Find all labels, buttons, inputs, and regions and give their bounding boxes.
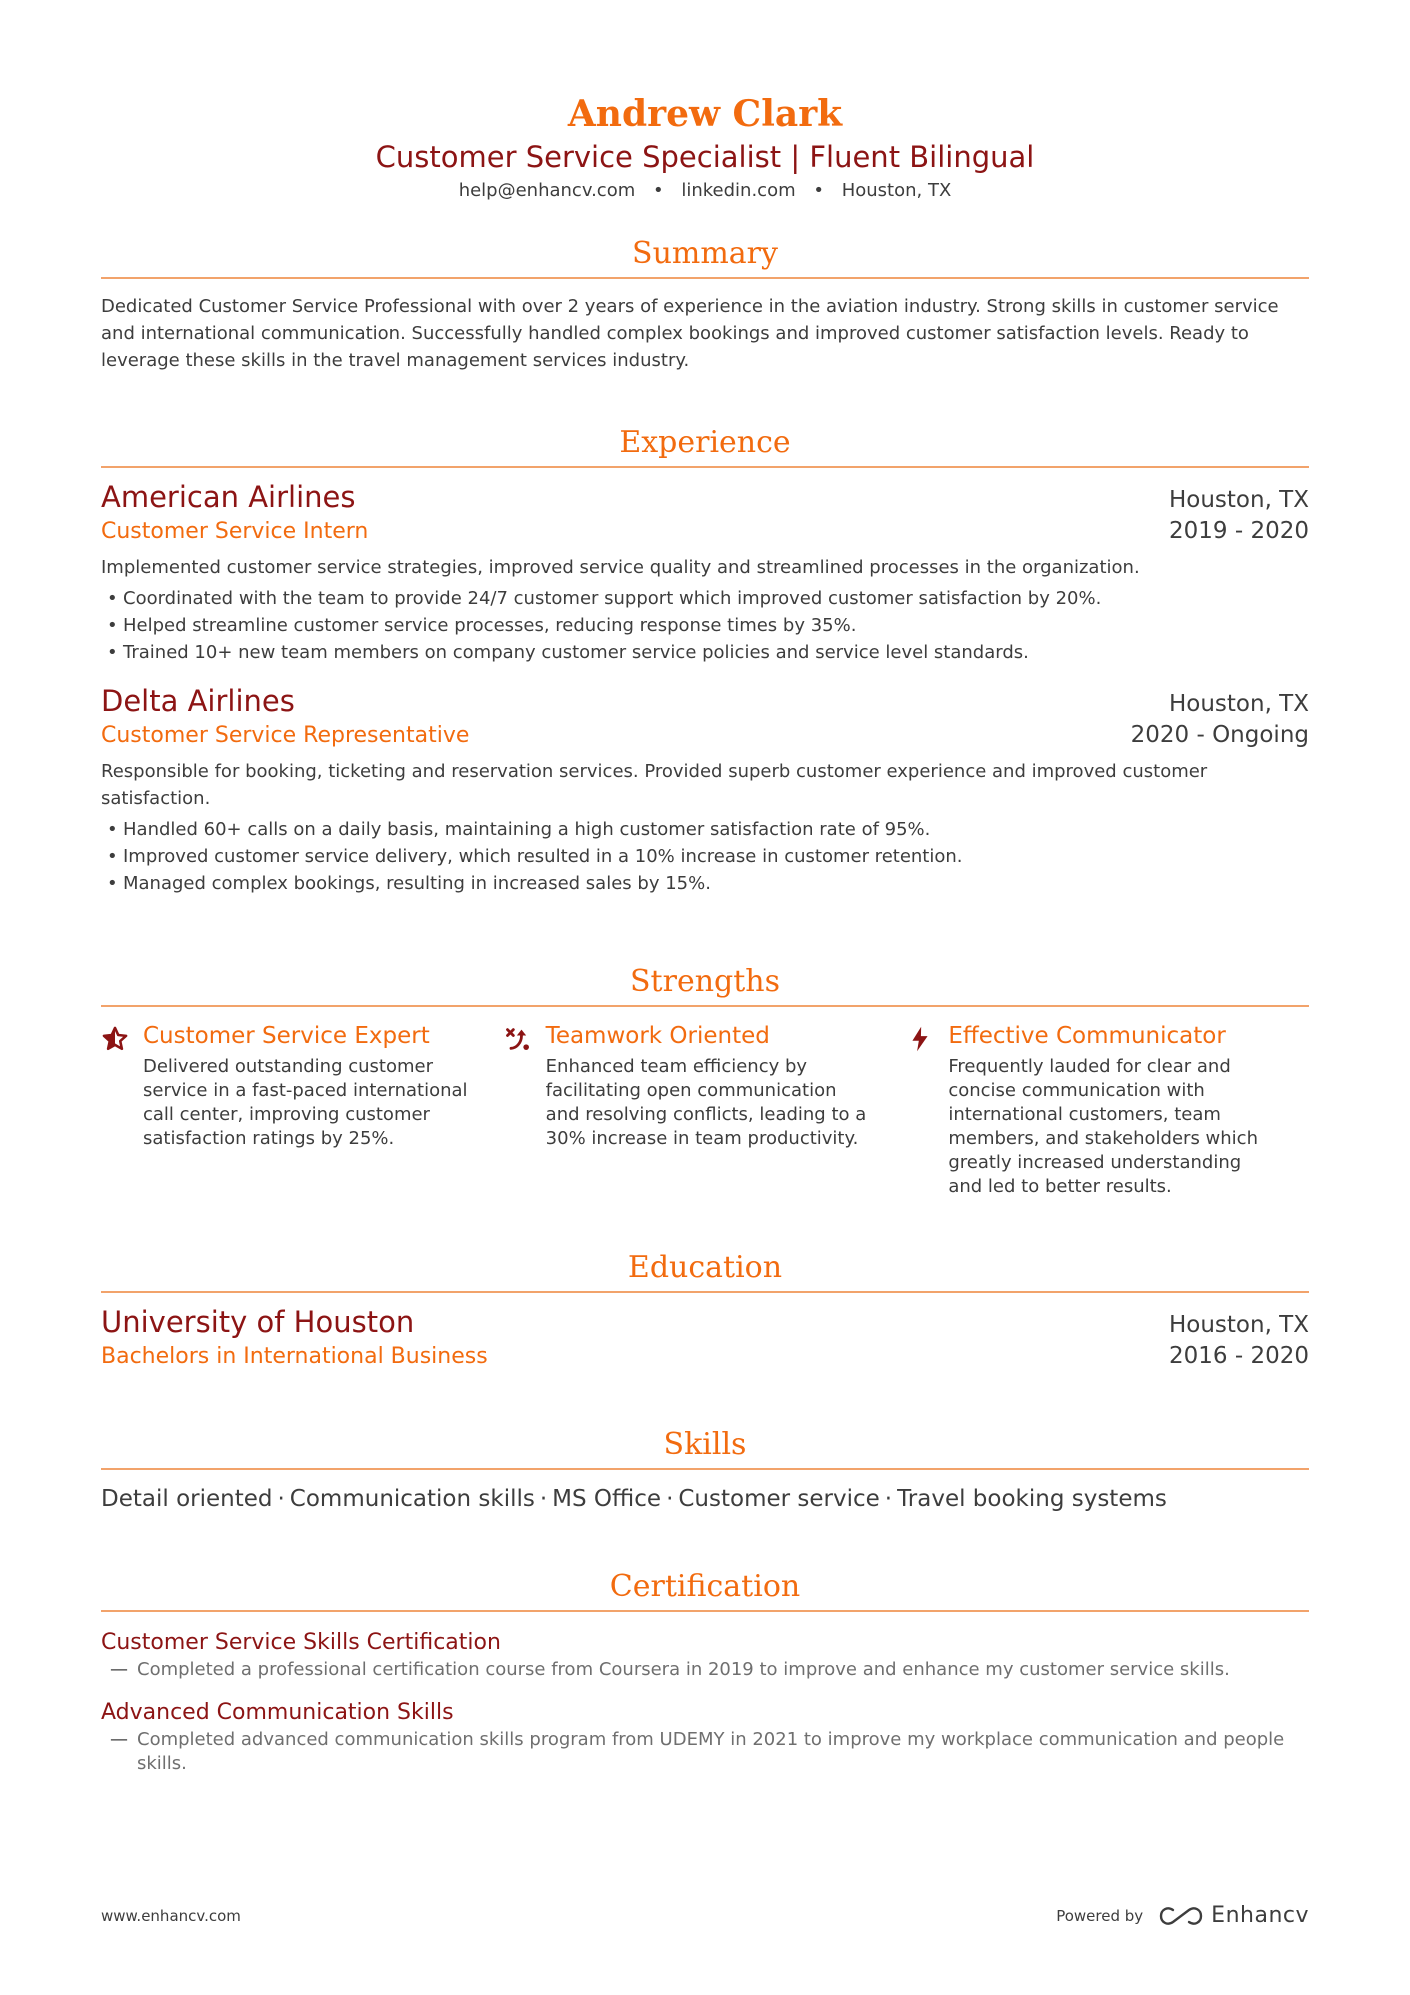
contact-separator: • [813, 180, 824, 201]
section-title-summary: Summary [101, 236, 1309, 279]
job-bullets [101, 816, 1309, 897]
strength-item [906, 1021, 1309, 1199]
degree-name: Bachelors in International Business [101, 1344, 488, 1369]
job-location: Houston, TX [1168, 691, 1309, 717]
strength-title: Teamwork Oriented [545, 1023, 770, 1049]
certification-item [101, 1628, 1309, 1682]
experience-entry [101, 478, 1309, 666]
job-dates: 2020 - Ongoing [1130, 722, 1309, 748]
skill-item: MS Office [552, 1486, 662, 1512]
powered-by [1056, 1903, 1309, 1928]
strength-description: Frequently lauded for clear and concise communication with international customers, team members, and stakeholders which greatly increased understanding and led to better results. [948, 1056, 1258, 1197]
certification-description-row [101, 1658, 1309, 1682]
experience-entry-sub [101, 516, 1309, 548]
strength-title: Effective Communicator [948, 1023, 1226, 1049]
skill-item: Travel booking systems [897, 1486, 1167, 1512]
strength-item [101, 1021, 504, 1199]
skill-item: Customer service [678, 1486, 880, 1512]
job-role: Customer Service Intern [101, 519, 369, 544]
section-title-education: Education [101, 1250, 1309, 1293]
certification-item [101, 1698, 1309, 1776]
certification-title: Advanced Communication Skills [101, 1700, 454, 1725]
education-section [101, 1250, 1309, 1373]
job-location: Houston, TX [1168, 487, 1309, 513]
job-bullet: • Handled 60+ calls on a daily basis, maintaining a high customer satisfaction rate of 95%. [101, 816, 1309, 843]
education-dates: 2016 - 2020 [1169, 1343, 1309, 1369]
skills-section [101, 1427, 1309, 1512]
certification-section [101, 1569, 1309, 1776]
enhancv-logo-icon [1159, 1905, 1203, 1927]
job-role: Customer Service Representative [101, 723, 470, 748]
certification-title: Customer Service Skills Certification [101, 1630, 501, 1655]
job-bullet: • Helped streamline customer service processes, reducing response times by 35%. [101, 612, 1309, 639]
job-bullet: • Managed complex bookings, resulting in increased sales by 15%. [101, 870, 1309, 897]
powered-by-label: Powered by [1056, 1906, 1144, 1925]
dash-icon: — [110, 1729, 128, 1750]
footer-website[interactable]: www.enhancv.com [101, 1906, 241, 1925]
company-name: Delta Airlines [101, 684, 295, 718]
contact-line [101, 180, 1309, 201]
education-entry-top [101, 1303, 1309, 1341]
summary-section [101, 236, 1309, 374]
skill-separator: · [539, 1486, 548, 1512]
lightning-icon [906, 1021, 948, 1199]
strength-description: Delivered outstanding customer service in a fast-paced international call center, improving customer satisfaction ratings by 25%. [143, 1056, 468, 1149]
job-dates: 2019 - 2020 [1169, 518, 1309, 544]
section-title-skills: Skills [101, 1427, 1309, 1470]
certification-description: Completed advanced communication skills program from UDEMY in 2021 to improve my workplace communication and people skills. [137, 1729, 1285, 1774]
section-title-experience: Experience [101, 425, 1309, 468]
strength-title: Customer Service Expert [143, 1023, 430, 1049]
certification-description: Completed a professional certification course from Coursera in 2019 to improve and enhance my customer service skills. [137, 1659, 1230, 1680]
skill-separator: · [884, 1486, 893, 1512]
section-title-certification: Certification [101, 1569, 1309, 1612]
job-description: Responsible for booking, ticketing and reservation services. Provided superb customer experience and improved customer satisfaction. [101, 761, 1208, 809]
skill-separator: · [666, 1486, 674, 1512]
job-bullet: • Coordinated with the team to provide 24/7 customer support which improved customer satisfaction by 20%. [101, 585, 1309, 612]
job-bullets [101, 585, 1309, 666]
skill-item: Communication skills [289, 1486, 535, 1512]
education-entry [101, 1303, 1309, 1373]
page-footer [101, 1903, 1309, 1928]
candidate-headline: Customer Service Specialist | Fluent Bilingual [375, 140, 1035, 174]
contact-email[interactable]: help@enhancv.com [458, 180, 636, 201]
dash-icon: — [110, 1659, 128, 1680]
resume-content [101, 0, 1309, 1774]
job-description: Implemented customer service strategies, improved service quality and streamlined processes in the organization. [101, 557, 1140, 578]
experience-entry-top [101, 682, 1309, 720]
brand-logo[interactable] [1159, 1903, 1309, 1928]
experience-entry-sub [101, 720, 1309, 752]
strengths-section [101, 964, 1309, 1199]
experience-section [101, 425, 1309, 897]
certification-description-row [101, 1728, 1309, 1776]
contact-separator: • [652, 180, 664, 201]
summary-text: Dedicated Customer Service Professional with over 2 years of experience in the aviation industry. Strong skills in customer service and international communication. Successfully handled complex bookings and improved customer satisfaction levels. Ready to leverage these skills in the travel management services industry. [101, 296, 1279, 371]
job-bullet: • Improved customer service delivery, which resulted in a 10% increase in customer retention. [101, 843, 1309, 870]
job-bullet: • Trained 10+ new team members on company customer service policies and service level standards. [101, 639, 1309, 666]
resume-header [101, 0, 1309, 201]
school-name: University of Houston [101, 1305, 415, 1339]
strengths-list [101, 1021, 1309, 1199]
company-name: American Airlines [101, 480, 356, 514]
section-title-strengths: Strengths [101, 964, 1309, 1007]
skill-item: Detail oriented [101, 1486, 273, 1512]
strength-description: Enhanced team efficiency by facilitating open communication and resolving conflicts, leading to a 30% increase in team productivity. [545, 1056, 867, 1149]
education-entry-sub [101, 1341, 1309, 1373]
experience-entry-top [101, 478, 1309, 516]
candidate-name: Andrew Clark [567, 93, 843, 135]
strength-item [504, 1021, 907, 1199]
contact-location: Houston, TX [841, 180, 952, 201]
skills-list [101, 1486, 1309, 1512]
school-location: Houston, TX [1168, 1312, 1309, 1338]
star-icon [101, 1021, 143, 1199]
contact-linkedin[interactable]: linkedin.com [681, 180, 796, 201]
strategy-icon [504, 1021, 546, 1199]
experience-entry [101, 682, 1309, 897]
brand-name: Enhancv [1211, 1903, 1309, 1928]
skill-separator: · [277, 1486, 285, 1512]
